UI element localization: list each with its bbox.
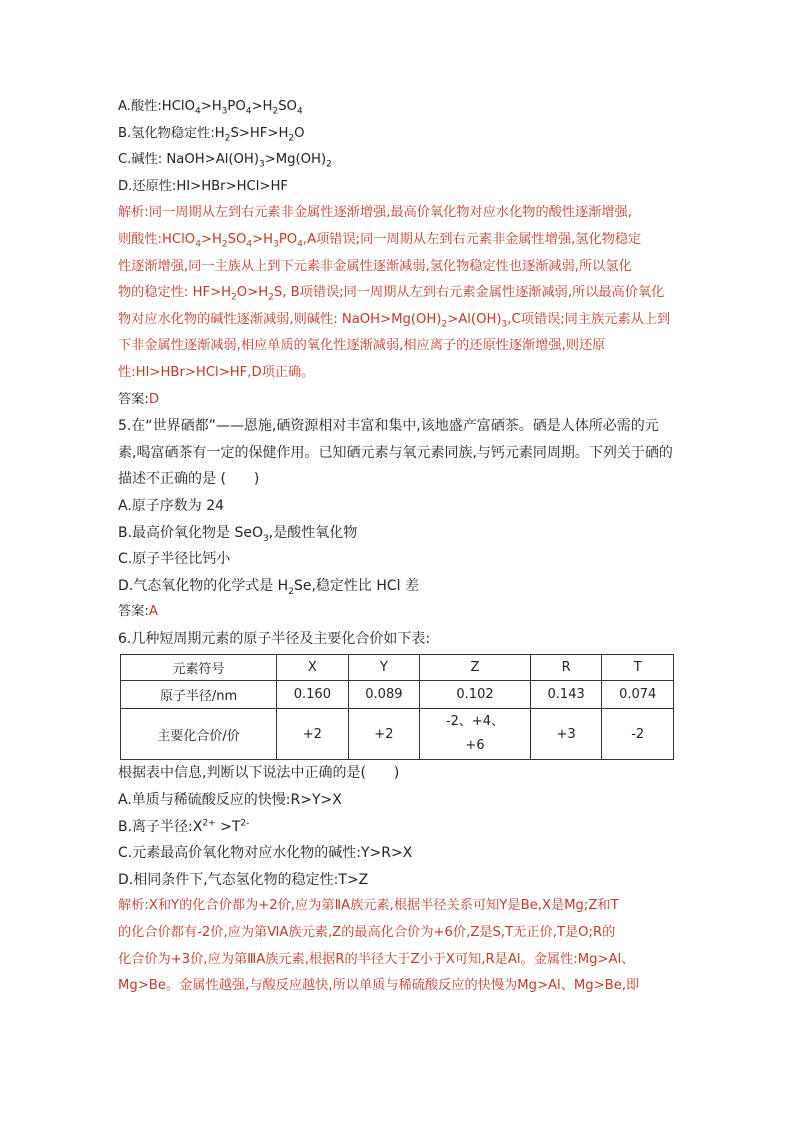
q5-option-c: C.原子半径比钙小 [118, 551, 231, 568]
q6-question: 根据表中信息,判断以下说法中正确的是( ) [118, 765, 400, 782]
q4-answer-value: D [148, 391, 159, 407]
q4-option-b: B.氢化物稳定性$:H_2S>HF>H_2O$ [118, 125, 305, 144]
table-cell: 0.160 [277, 681, 349, 709]
q4-analysis-line: 下非金属性逐渐减弱,相应单质的氧化性逐渐减弱,相应离子的还原性逐渐增强,则还原 [118, 338, 606, 354]
table-cell: +2 [277, 709, 349, 760]
table-cell: 主要化合价/价 [121, 709, 277, 760]
q4-analysis-line: 性逐渐增强,同一主族从上到下元素非金属性逐渐减弱,氢化物稳定性也逐渐减弱,所以氢化 [118, 258, 632, 274]
q6-option-a: A.单质与稀硫酸反应的快慢:R>Y>X [118, 792, 342, 809]
q4-answer: 答案:D [118, 391, 159, 407]
table-cell: Y [348, 655, 420, 681]
q5-stem-line: 素,喝富硒茶有一定的保健作用。已知硒元素与氧元素同族,与钙元素同周期。下列关于硒的 [118, 444, 673, 461]
q4-analysis-line: 则酸性$:HClO_4>H_2SO_4>H_3PO_4,A$项错误;同一周期从左到右元素非金属性增强,氢化物稳定 [118, 231, 642, 250]
q5-option-a: A.原子序数为 24 [118, 497, 225, 514]
q6-analysis-line: 化合价为+3价,应为第ⅢA族元素,根据R的半径大于Z小于X可知,R是Al。金属性:Mg>Al、 [118, 951, 635, 967]
q4-analysis-line: 解析:同一周期从左到右元素非金属性逐渐增强,最高价氧化物对应水化物的酸性逐渐增强, [118, 205, 632, 221]
q6-analysis-line: 解析:X和Y的化合价都为+2价,应为第ⅡA族元素,根据半径关系可知Y是Be,X是Mg;Z和T [118, 898, 619, 914]
table-cell: X [277, 655, 349, 681]
table-cell: 0.143 [530, 681, 602, 709]
table-cell: 0.089 [348, 681, 420, 709]
cell-line: -2、+4、 [445, 714, 505, 730]
q4-analysis-line: 物的稳定性: $HF>H_2O>H_2S$, B项错误;同一周期从左到右元素金属性逐渐减弱,所以最高价氧化 [118, 285, 665, 303]
table-cell: -2 [602, 709, 674, 760]
table-cell: 元素符号 [121, 655, 277, 681]
table-cell: Z [420, 655, 531, 681]
q4-option-d: D.还原性:HI>HBr>HCl>HF [118, 178, 288, 194]
table-row [121, 709, 674, 760]
q6-option-d: D.相同条件下,气态氢化物的稳定性:T>Z [118, 871, 369, 888]
table-row [121, 681, 674, 709]
table-cell: +2 [348, 709, 420, 760]
q4-option-c: C.碱性: $NaOH>Al(OH)_3>Mg(OH)_2$ [118, 152, 332, 170]
q4-analysis-line: 物对应水化物的碱性逐渐减弱,则碱性: $NaOH>Mg(OH)_2>Al(OH)_3,C$项错误;同主族元素从上到 [118, 311, 671, 330]
q5-answer-value: A [148, 604, 158, 620]
q5-stem-line: 5.在“世界硒都”——恩施,硒资源相对丰富和集中,该地盛产富硒茶。硒是人体所必需的元 [118, 418, 659, 435]
table-cell: T [602, 655, 674, 681]
table-cell: 0.074 [602, 681, 674, 709]
q5-answer: 答案:A [118, 604, 158, 620]
q6-option-b: B.离子半径$:X^{2+} >T^{2-}$ [118, 818, 250, 835]
table-cell: 0.102 [420, 681, 531, 709]
table-cell [420, 709, 531, 760]
q5-option-d: D.气态氧化物的化学式是 $H_2Se$,稳定性比 HCl 差 [118, 577, 419, 597]
q6-analysis-line: 的化合价都有-2价,应为第ⅥA族元素,Z的最高化合价为+6价,Z是S,T无正价,T是O;R的 [118, 925, 616, 941]
element-table [120, 654, 674, 760]
q4-analysis-line: 性:HI>HBr>HCl>HF,D项正确。 [118, 364, 315, 380]
table-cell: R [530, 655, 602, 681]
table-header-row [121, 655, 674, 681]
cell-line: +6 [465, 738, 485, 754]
document-body [118, 94, 678, 1000]
table-cell: 原子半径/nm [121, 681, 277, 709]
q6-option-c: C.元素最高价氧化物对应水化物的碱性:Y>R>X [118, 845, 413, 862]
q5-stem-line: 描述不正确的是 ( ) [118, 471, 260, 488]
q4-option-a: A.酸性$:HClO_4>H_3PO_4>H_2SO_4$ [118, 99, 303, 117]
q5-option-b: B.最高价氧化物是 SeO$_3$,是酸性氧化物 [118, 524, 358, 544]
table-cell: +3 [530, 709, 602, 760]
q6-analysis-line: Mg>Be。金属性越强,与酸反应越快,所以单质与稀硫酸反应的快慢为Mg>Al、Mg>Be,即 [118, 978, 640, 994]
q6-stem: 6.几种短周期元素的原子半径及主要化合价如下表: [118, 630, 431, 647]
